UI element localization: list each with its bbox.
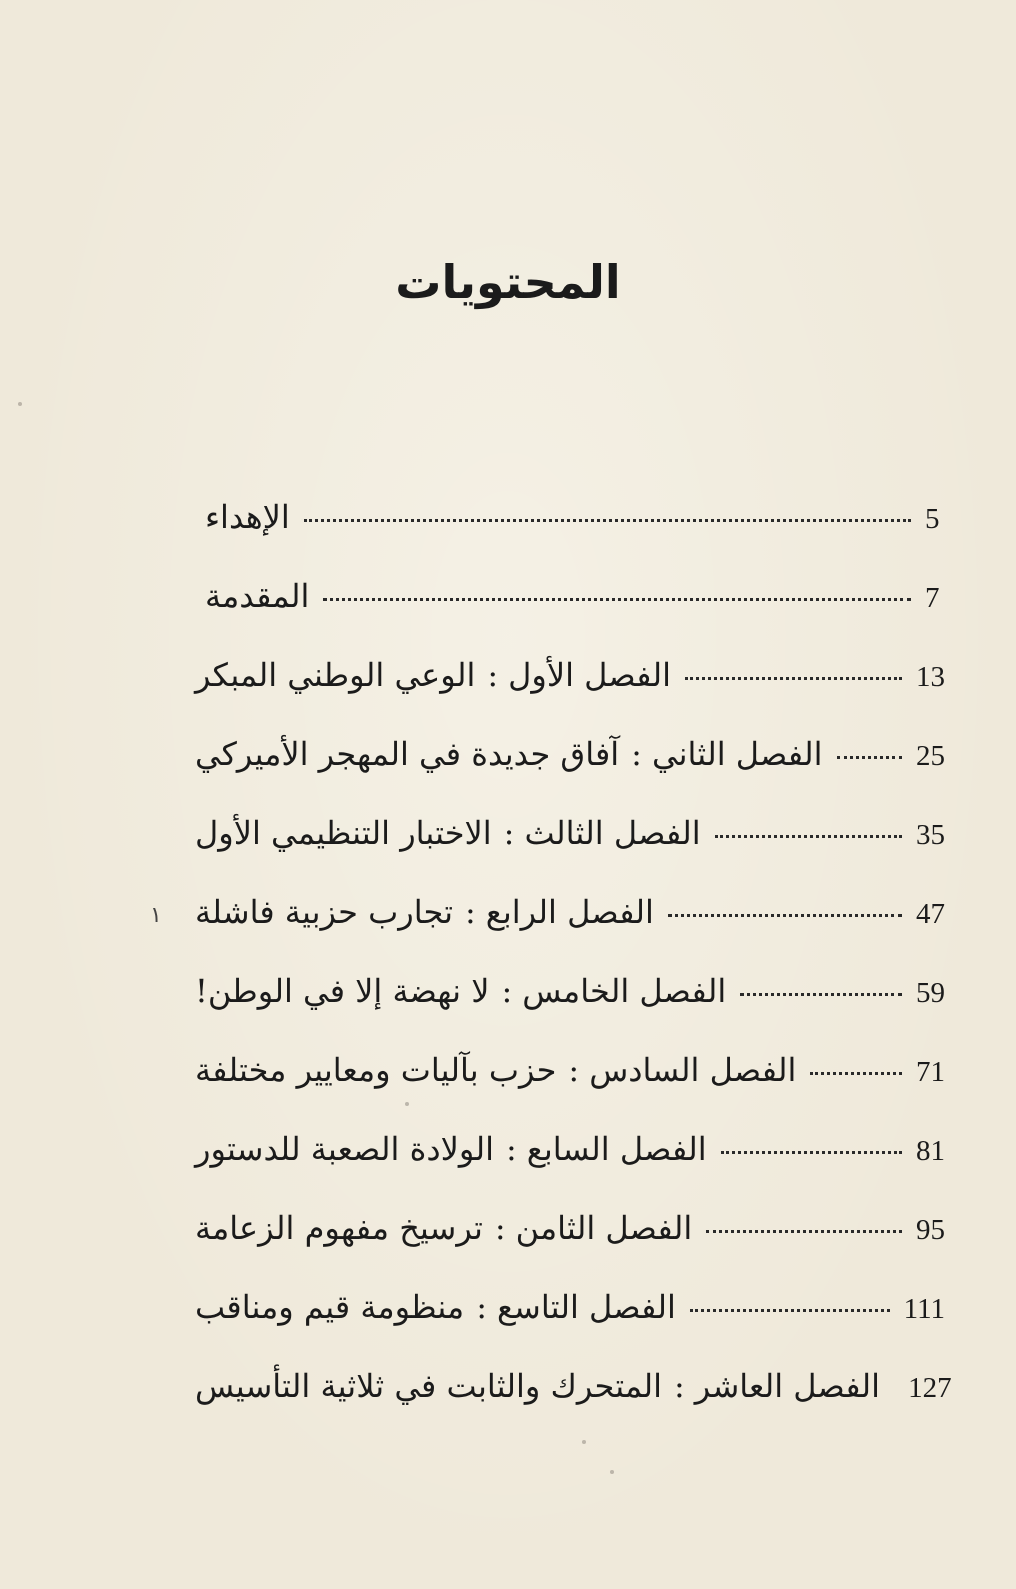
toc-separator: : [631, 735, 642, 773]
toc-subtitle: الاختبار التنظيمي الأول [195, 814, 492, 852]
toc-subtitle: الولادة الصعبة للدستور [195, 1130, 495, 1168]
toc-leader-dots [690, 1309, 890, 1312]
paper-speck [18, 402, 22, 406]
toc-entry [195, 972, 945, 1051]
toc-chapter: الفصل الخامس [522, 972, 727, 1010]
toc-separator: : [501, 972, 513, 1010]
toc-subtitle: لا نهضة إلا في الوطن! [195, 972, 490, 1010]
toc-entry-label [195, 1130, 707, 1168]
toc-leader-dots [810, 1072, 902, 1075]
toc-page-number: 35 [916, 819, 945, 851]
toc-entry-label [195, 972, 726, 1010]
toc-chapter: الفصل الثاني [651, 735, 823, 773]
toc-entry-label [195, 498, 290, 536]
toc-leader-dots [837, 756, 902, 759]
toc-separator: : [476, 1288, 487, 1326]
toc-subtitle: منظومة قيم ومناقب [195, 1288, 465, 1326]
toc-separator: : [465, 893, 476, 931]
toc-chapter: الفصل الأول [508, 656, 671, 694]
toc-subtitle: المتحرك والثابت في ثلاثية التأسيس [195, 1367, 662, 1405]
toc-page-number: 25 [916, 740, 945, 772]
toc-page-number: 5 [925, 503, 940, 535]
toc-separator: : [506, 1130, 517, 1168]
toc-entry [195, 814, 945, 893]
toc-entry [195, 656, 945, 735]
toc-chapter: الفصل الثامن [515, 1209, 693, 1247]
toc-chapter: الفصل التاسع [496, 1288, 676, 1326]
toc-separator: : [494, 1209, 506, 1247]
toc-page-number: 111 [903, 1293, 945, 1325]
toc-page-number: 59 [916, 977, 945, 1009]
toc-entry [195, 1209, 945, 1288]
toc-subtitle: الوعي الوطني المبكر [195, 656, 476, 694]
toc-chapter: الإهداء [205, 498, 290, 536]
toc-chapter: الفصل الثالث [524, 814, 701, 852]
toc-entry [195, 1130, 945, 1209]
toc-page-number: 71 [916, 1056, 945, 1088]
toc-leader-dots [706, 1230, 902, 1233]
toc-separator: : [503, 814, 515, 852]
toc-leader-dots [668, 914, 902, 917]
toc-entry-label [195, 1209, 692, 1247]
toc-leader-dots [721, 1151, 902, 1154]
toc-entry [195, 1288, 945, 1367]
toc-subtitle: تجارب حزبية فاشلة [195, 893, 453, 931]
toc-entry [195, 1051, 945, 1130]
toc-subtitle: آفاق جديدة في المهجر الأميركي [195, 735, 620, 773]
margin-mark: ١ [150, 903, 162, 928]
toc-entry-label [195, 735, 823, 773]
toc-entry [195, 1367, 952, 1446]
toc-entry-label [195, 893, 654, 931]
page-title: المحتويات [395, 255, 621, 309]
toc-separator: : [568, 1051, 580, 1089]
toc-leader-dots [323, 598, 911, 601]
toc-subtitle: ترسيخ مفهوم الزعامة [195, 1209, 483, 1247]
toc-entry [195, 893, 945, 972]
toc-page-number: 127 [908, 1372, 952, 1404]
paper-speck [582, 1440, 586, 1444]
toc-entry-label [195, 1288, 676, 1326]
toc-separator: : [674, 1367, 685, 1405]
toc-entry [195, 735, 945, 814]
paper-speck [610, 1470, 614, 1474]
toc-chapter: الفصل السابع [526, 1130, 707, 1168]
toc-separator: : [487, 656, 499, 694]
toc-chapter: الفصل الرابع [485, 893, 654, 931]
toc-page-number: 81 [916, 1135, 945, 1167]
paper-speck [405, 1102, 409, 1106]
toc-subtitle: حزب بآليات ومعايير مختلفة [195, 1051, 557, 1089]
toc-entry-label [195, 656, 671, 694]
toc-entry-label [195, 814, 701, 852]
toc-page-number: 13 [916, 661, 945, 693]
toc-entry [195, 498, 945, 577]
toc-page-number: 7 [925, 582, 940, 614]
toc-leader-dots [685, 677, 902, 680]
toc-entry [195, 577, 945, 656]
toc-page-number: 47 [916, 898, 945, 930]
table-of-contents [195, 498, 952, 1446]
toc-entry-label [195, 1367, 880, 1405]
toc-entry-label [195, 577, 309, 615]
toc-chapter: الفصل السادس [589, 1051, 797, 1089]
toc-leader-dots [715, 835, 902, 838]
toc-leader-dots [304, 519, 911, 522]
toc-page-number: 95 [916, 1214, 945, 1246]
toc-leader-dots [740, 993, 902, 996]
toc-chapter: الفصل العاشر [694, 1367, 881, 1405]
toc-chapter: المقدمة [205, 577, 310, 615]
toc-entry-label [195, 1051, 796, 1089]
